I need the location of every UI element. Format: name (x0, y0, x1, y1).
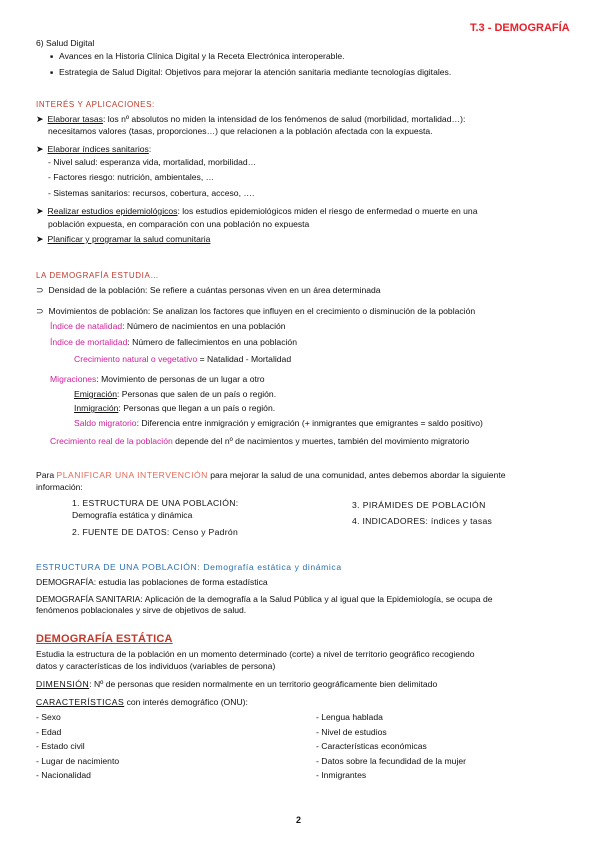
sanitaria-def: DEMOGRAFÍA SANITARIA: Aplicación de la demografía a la Salud Pública y al igual que la Epidemiología, se ocupa de (36, 594, 493, 604)
caract-item: - Características económicas (316, 741, 427, 751)
caracteristicas-line: CARACTERÍSTICAS con interés demográfico (ONU): (36, 697, 248, 707)
indices-item: - Factores riesgo: nutrición, ambientales, … (48, 172, 215, 182)
densidad-line: ⊃ Densidad de la población: Se refiere a cuántas personas viven en un área determinada (36, 285, 381, 296)
salud-digital-heading: 6) Salud Digital (36, 38, 95, 48)
estudia-heading: LA DEMOGRAFÍA ESTUDIA… (36, 271, 160, 280)
dimension-label: DIMENSIÓN (36, 679, 90, 689)
epi-line: ➤ Realizar estudios epidemiológicos: los estudios epidemiológicos miden el riesgo de enfermedad o muerte en una (36, 206, 478, 217)
tasas-line: ➤ Elaborar tasas: los nº absolutos no miden la intensidad de los fenómenos de salud (morbilidad, mortalidad…): (36, 114, 465, 125)
topic-title: T.3 - DEMOGRAFÍA (470, 22, 570, 34)
migraciones-line: Migraciones: Movimiento de personas de un lugar a otro (50, 374, 265, 384)
inmigracion-line: Inmigración: Personas que llegan a un país o región. (74, 403, 276, 413)
planificar-line-2: información: (36, 482, 83, 492)
natalidad-line: Índice de natalidad: Número de nacimientos en una población (50, 321, 286, 331)
emigracion-line: Emigración: Personas que salen de un país o región. (74, 389, 277, 399)
caract-item: - Nacionalidad (36, 770, 91, 780)
caract-item: - Nivel de estudios (316, 727, 387, 737)
sanitaria-label: DEMOGRAFÍA SANITARIA (36, 594, 141, 604)
epi-label: Realizar estudios epidemiológicos (47, 206, 178, 216)
crecimiento-real-line: Crecimiento real de la población depende del nº de nacimientos y muertes, también del movimiento migratorio (50, 436, 470, 446)
tasas-label: Elaborar tasas (47, 114, 103, 124)
caract-item: - Sexo (36, 712, 61, 722)
caract-item: - Lengua hablada (316, 712, 383, 722)
saldo-label: Saldo migratorio (74, 418, 137, 428)
indices-label: Elaborar índices sanitarios (47, 144, 149, 154)
plan-item-1: 1. ESTRUCTURA DE UNA POBLACIÓN: (72, 498, 239, 508)
caract-item: - Estado civil (36, 741, 85, 751)
sanitaria-def-2: fenómenos poblacionales y sirve de objetivos de salud. (36, 605, 247, 615)
page-number: 2 (296, 815, 302, 825)
estructura-heading: ESTRUCTURA DE UNA POBLACIÓN: Demografía estática y dinámica (36, 562, 342, 572)
interes-heading: INTERÉS Y APLICACIONES: (36, 100, 155, 109)
demografia-def: DEMOGRAFÍA: estudia las poblaciones de forma estadística (36, 577, 268, 587)
estatica-text-2: datos y características de los individuos (variables de persona) (36, 661, 276, 671)
inmigracion-label: Inmigración (74, 403, 119, 413)
tasas-line-2: necesitamos valores (tasas, proporciones…) que relacionen a la población afectada con la expuesta. (48, 126, 433, 136)
migraciones-label: Migraciones (50, 374, 97, 384)
estatica-heading: DEMOGRAFÍA ESTÁTICA (36, 633, 173, 645)
caract-item: - Lugar de nacimiento (36, 756, 120, 766)
plan-item-2: 2. FUENTE DE DATOS: Censo y Padrón (72, 527, 239, 537)
caract-item: - Datos sobre la fecundidad de la mujer (316, 756, 466, 766)
caracteristicas-label: CARACTERÍSTICAS (36, 697, 125, 707)
crecimiento-vegetativo-line: Crecimiento natural o vegetativo = Natalidad - Mortalidad (74, 354, 292, 364)
dimension-line: DIMENSIÓN: Nº de personas que residen normalmente en un territorio geográficamente bien delimitado (36, 679, 438, 689)
caract-item: - Inmigrantes (316, 770, 367, 780)
plan-label: Planificar y programar la salud comunitaria (47, 234, 211, 244)
plan-item-1-sub: Demografía estática y dinámica (72, 510, 193, 520)
salud-digital-item-1: ■ Avances en la Historia Clínica Digital y la Receta Electrónica interoperable. (50, 51, 345, 61)
epi-line-2: población expuesta, en comparación con una población no expuesta (48, 219, 310, 229)
emigracion-label: Emigración (74, 389, 117, 399)
mortalidad-line: Índice de mortalidad: Número de fallecimientos en una población (50, 337, 297, 347)
salud-digital-item-2: ■ Estrategia de Salud Digital: Objetivos para mejorar la atención sanitaria mediante tecnologías digitales. (50, 67, 451, 77)
plan-item-4: 4. INDICADORES: índices y tasas (352, 516, 493, 526)
mortalidad-label: Índice de mortalidad (50, 337, 128, 347)
plan-line (36, 234, 210, 245)
demografia-label: DEMOGRAFÍA (36, 577, 94, 587)
caract-item: - Edad (36, 727, 62, 737)
natalidad-label: Índice de natalidad (50, 321, 123, 331)
crecimiento-real-label: Crecimiento real de la población (50, 436, 173, 446)
crecimiento-vegetativo-label: Crecimiento natural o vegetativo (74, 354, 198, 364)
indices-item: - Sistemas sanitarios: recursos, cobertura, acceso, …. (48, 188, 255, 198)
indices-item: - Nivel salud: esperanza vida, mortalidad, morbilidad… (48, 157, 257, 167)
movimientos-line: ⊃ Movimientos de población: Se analizan los factores que influyen en el crecimiento o disminución de la población (36, 306, 475, 317)
plan-item-3: 3. PIRÁMIDES DE POBLACIÓN (352, 500, 486, 510)
planificar-line: Para PLANIFICAR UNA INTERVENCIÓN para mejorar la salud de una comunidad, antes debemos abordar la siguiente (36, 470, 506, 480)
planificar-highlight: PLANIFICAR UNA INTERVENCIÓN (56, 470, 208, 480)
saldo-line: Saldo migratorio: Diferencia entre inmigración y emigración (+ inmigrantes que emigrantes = saldo positivo) (74, 418, 483, 428)
indices-line: ➤ Elaborar índices sanitarios: (36, 144, 151, 155)
estatica-text-1: Estudia la estructura de la población en un momento determinado (corte) a nivel de territorio geográfico recogiendo (36, 649, 475, 659)
